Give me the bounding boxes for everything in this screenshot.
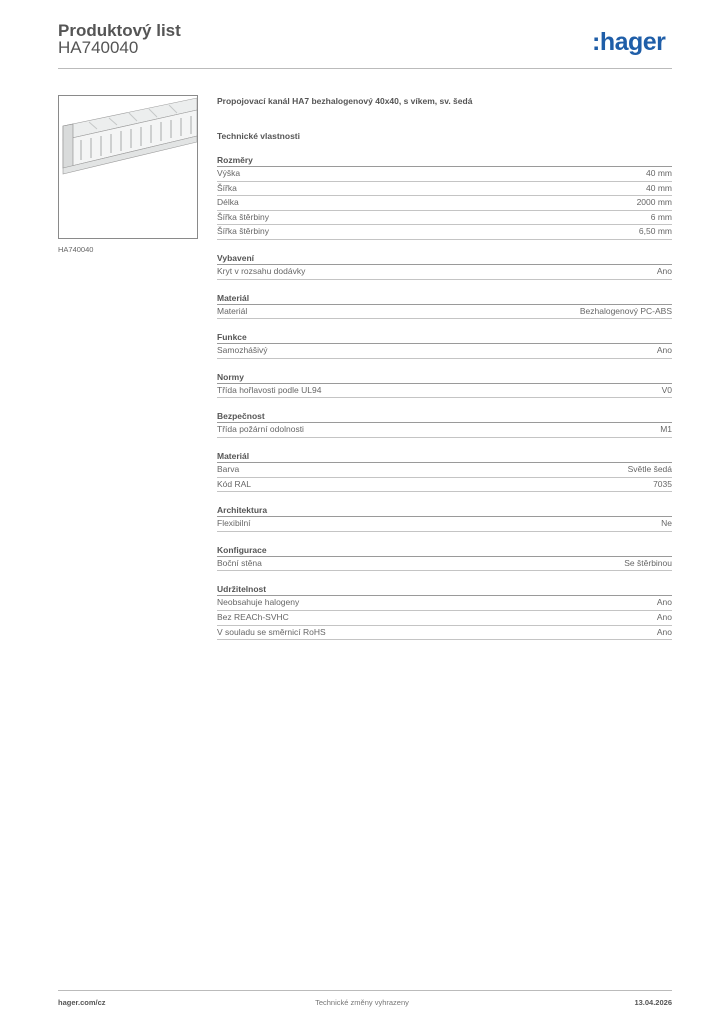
cable-duct-product-image	[58, 95, 198, 239]
spec-row	[217, 182, 672, 197]
spec-label: Šířka	[217, 182, 237, 193]
spec-row	[217, 557, 672, 572]
spec-row	[217, 596, 672, 611]
section-title: Funkce	[217, 331, 672, 344]
spec-row	[217, 463, 672, 478]
spec-label: Materiál	[217, 305, 248, 316]
section-title: Architektura	[217, 504, 672, 517]
product-details	[217, 96, 672, 652]
spec-label: Délka	[217, 197, 239, 208]
spec-label: Výška	[217, 168, 241, 178]
spec-value: V0	[661, 384, 672, 395]
spec-row	[217, 384, 672, 399]
section-title: Rozměry	[217, 154, 672, 167]
spec-label: Kryt v rozsahu dodávky	[217, 265, 306, 276]
product-description: Propojovací kanál HA7 bezhalogenový 40x40, s víkem, sv. šedá	[217, 96, 473, 106]
spec-value: 40 mm	[646, 182, 672, 193]
spec-value: Ano	[656, 597, 672, 608]
spec-section	[217, 504, 672, 532]
spec-value: Ano	[656, 611, 672, 622]
spec-row	[217, 167, 672, 182]
section-title: Udržitelnost	[217, 583, 672, 596]
spec-value: M1	[660, 424, 672, 435]
spec-label: Flexibilní	[217, 518, 251, 529]
spec-row	[217, 344, 672, 359]
technical-properties-heading: Technické vlastnosti	[217, 131, 300, 141]
spec-row	[217, 196, 672, 211]
spec-value: 7035	[653, 478, 672, 489]
specification-sections	[217, 154, 672, 640]
spec-row	[217, 305, 672, 320]
page-title: Produktový list	[58, 21, 181, 40]
spec-row	[217, 423, 672, 438]
spec-label: Barva	[217, 463, 240, 474]
spec-section	[217, 331, 672, 359]
spec-label: Samozhášivý	[217, 345, 268, 356]
spec-value: Bezhalogenový PC-ABS	[579, 305, 672, 316]
product-code: HA740040	[58, 38, 139, 57]
spec-value: 6,50 mm	[638, 226, 672, 237]
spec-value: Se štěrbinou	[624, 557, 672, 568]
spec-row	[217, 225, 672, 240]
spec-label: Bez REACh-SVHC	[217, 611, 289, 622]
section-title: Vybavení	[217, 252, 672, 265]
header-divider	[58, 68, 672, 69]
section-title: Materiál	[217, 292, 672, 305]
spec-row	[217, 478, 672, 493]
section-title: Materiál	[217, 450, 672, 463]
spec-section	[217, 450, 672, 492]
spec-row	[217, 611, 672, 626]
spec-row	[217, 626, 672, 641]
footer-divider	[58, 990, 672, 991]
spec-row	[217, 211, 672, 226]
spec-value: 40 mm	[646, 168, 672, 178]
spec-label: Šířka štěrbiny	[217, 226, 269, 237]
spec-value: Ano	[656, 626, 672, 637]
spec-section	[217, 410, 672, 438]
spec-section	[217, 252, 672, 280]
spec-label: Neobsahuje halogeny	[217, 597, 300, 608]
spec-row	[217, 265, 672, 280]
spec-section	[217, 292, 672, 320]
spec-value: 6 mm	[650, 211, 672, 222]
spec-section	[217, 154, 672, 240]
spec-row	[217, 517, 672, 532]
section-title: Bezpečnost	[217, 410, 672, 423]
spec-label: Šířka štěrbiny	[217, 211, 269, 222]
spec-value: Ne	[661, 518, 672, 529]
section-title: Normy	[217, 371, 672, 384]
spec-label: Třída požární odolnosti	[217, 424, 304, 435]
hager-logo: :hager	[592, 28, 666, 56]
spec-value: Ano	[656, 345, 672, 356]
spec-value: Světle šedá	[627, 463, 672, 474]
footer-note: Technické změny vyhrazeny	[315, 998, 409, 1007]
section-title: Konfigurace	[217, 544, 672, 557]
image-caption: HA740040	[58, 245, 94, 254]
spec-label: V souladu se směrnicí RoHS	[217, 626, 326, 637]
footer-website[interactable]: hager.com/cz	[58, 998, 106, 1007]
spec-label: Boční stěna	[217, 557, 262, 568]
spec-section	[217, 583, 672, 640]
spec-label: Kód RAL	[217, 478, 252, 489]
spec-section	[217, 371, 672, 399]
spec-value: 2000 mm	[636, 197, 672, 208]
footer-date: 13.04.2026	[634, 998, 672, 1007]
spec-label: Třída hořlavosti podle UL94	[217, 384, 322, 395]
spec-section	[217, 544, 672, 572]
spec-value: Ano	[656, 265, 672, 276]
